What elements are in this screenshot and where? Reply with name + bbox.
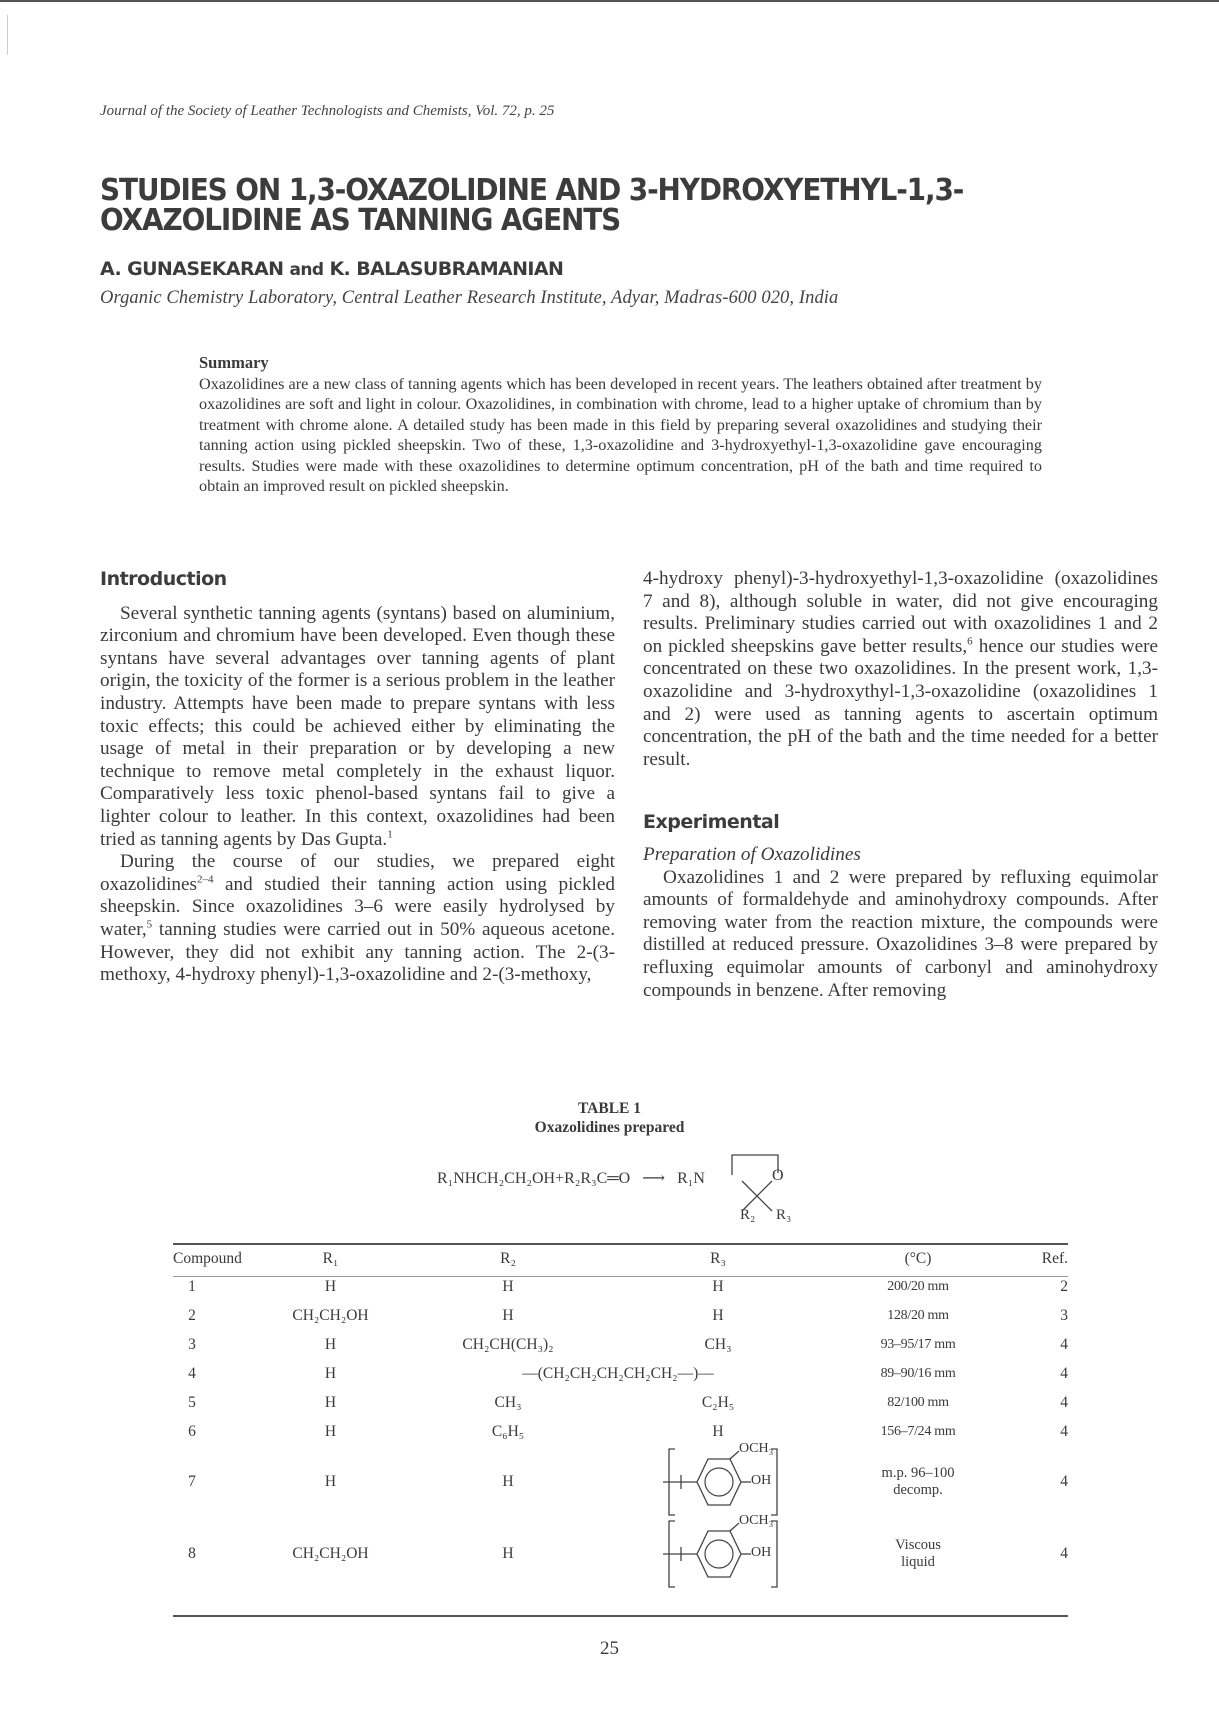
methoxy-label: OCH₃ <box>739 1441 774 1456</box>
cell-r2-r3-ring: —(CH₂CH₂CH₂CH₂CH₂—)— <box>522 1364 714 1382</box>
introduction-paragraph-1 <box>100 603 615 852</box>
table-caption: Oxazolidines prepared <box>534 1119 685 1136</box>
cell-bp-line-1: m.p. 96–100 <box>881 1465 955 1481</box>
col-header-r3: R₃ <box>710 1250 726 1267</box>
introduction-heading: Introduction <box>100 568 227 590</box>
cell-bp: 89–90/16 mm <box>880 1365 956 1381</box>
paragraph-text: Several synthetic tanning agents (syntans) based on aluminium, zirconium and chromium have been developed. Even though these syntans have several advantages over tanning agents of plant origin, the toxicity of the former is a serious problem in the leather industry. Attempts have been made to prepare syntans with less toxic effects; this could be achieved either by eliminating the usage of metal in their preparation or by developing a new technique to remove metal completely in the exhaust liquor. Comparatively less toxic phenol-based syntans fail to give a lighter colour to leather. In this context, oxazolidines had been tried as tanning agents by Das Gupta. <box>100 602 615 850</box>
citation-ref: 1 <box>387 828 393 841</box>
table-row <box>173 1388 1068 1417</box>
oxazolidine-ring-icon <box>720 1145 810 1225</box>
cell-r3: H <box>712 1277 724 1295</box>
cell-compound: 7 <box>188 1473 196 1490</box>
table-top-rule <box>173 1243 1068 1245</box>
article-title-line-2: OXAZOLIDINE AS TANNING AGENTS <box>100 203 621 238</box>
cell-r3-aryl <box>608 1513 828 1590</box>
cell-r2: CH₃ <box>494 1393 522 1411</box>
cell-r2: H <box>502 1545 514 1562</box>
oxazolidine-ring-structure <box>720 1145 810 1225</box>
table-label: TABLE 1 <box>577 1100 642 1117</box>
cell-bp: 156–7/24 mm <box>880 1423 956 1439</box>
cell-r1: H <box>324 1422 337 1440</box>
cell-r3-aryl <box>608 1441 828 1518</box>
table-header-rule <box>173 1276 1068 1277</box>
page-number: 25 <box>600 1638 619 1659</box>
experimental-paragraph-1: Oxazolidines 1 and 2 were prepared by refluxing equimolar amounts of formaldehyde and aminohydroxy compounds. After removing water from the reaction mixture, the compounds were distilled at reduced pressure. Oxazolidines 3–8 were prepared by refluxing equimolar amounts of carbonyl and aminohydroxy compounds in benzene. After removing <box>643 866 1158 1001</box>
scan-edge-mark <box>7 15 8 55</box>
cell-bp-line-2: liquid <box>901 1554 935 1570</box>
table-row <box>173 1446 1068 1518</box>
left-column <box>100 568 615 987</box>
cell-r3: H <box>712 1306 724 1324</box>
hydroxy-label: OH <box>751 1545 772 1560</box>
cell-bp <box>828 1446 1008 1518</box>
cell-r3: C₂H₅ <box>701 1393 735 1411</box>
author-affiliation: Organic Chemistry Laboratory, Central Leather Research Institute, Adyar, Madras-600 020, India <box>100 288 839 308</box>
cell-r1: CH₂CH₂OH <box>292 1545 369 1562</box>
cell-r3: CH₃ <box>704 1335 732 1353</box>
col-header-ref: Ref. <box>1041 1250 1068 1267</box>
journal-running-head: Journal of the Society of Leather Technologists and Chemists, Vol. 72, p. 25 <box>100 103 555 119</box>
table-row <box>173 1359 1068 1388</box>
summary-heading: Summary <box>199 353 269 372</box>
table-row <box>173 1301 1068 1330</box>
product-o: O <box>772 1167 784 1184</box>
cell-r1: H <box>324 1277 337 1295</box>
summary-section <box>199 353 1042 497</box>
cell-compound: 1 <box>188 1277 196 1295</box>
paragraph-text: During the course of our studies, we prepared eight oxazolidines <box>100 851 615 895</box>
cell-ref: 3 <box>1060 1306 1068 1324</box>
citation-ref: 2–4 <box>196 873 214 886</box>
cell-bp: 200/20 mm <box>887 1278 949 1294</box>
citation-ref: 6 <box>967 635 973 648</box>
col-header-r1: R₁ <box>322 1250 339 1267</box>
reaction-arrow-icon: ⟶ <box>642 1170 666 1187</box>
paragraph-text: tanning studies were carried out in 50% aqueous acetone. However, they did not exhibit any tanning action. The 2-(3-methoxy, 4-hydroxy phenyl)-1,3-oxazolidine and 2-(3-methoxy, <box>100 918 615 986</box>
product-n: R₁N <box>677 1170 705 1187</box>
cell-r2: C₆H₅ <box>491 1422 525 1440</box>
cell-r1: CH₂CH₂OH <box>292 1306 369 1324</box>
paragraph-text: and studied their tanning action using pickled sheepskin. Since oxazolidines 3–6 were easily hydrolysed by water, <box>100 873 615 940</box>
paragraph-text: 4-hydroxy phenyl)-3-hydroxyethyl-1,3-oxazolidine (oxazolidines 7 and 8), although soluble in water, did not give encouraging results. Preliminary studies carried out with oxazolidines 1 and 2 on pickled sheepskins gave better results, <box>643 568 1158 657</box>
hydroxy-label: OH <box>751 1473 772 1488</box>
right-column <box>643 568 1158 1002</box>
table-oxazolidines <box>173 1243 1068 1590</box>
cell-r1: H <box>324 1393 337 1411</box>
col-header-r2: R₂ <box>500 1250 516 1267</box>
summary-text: Oxazolidines are a new class of tanning agents which has been developed in recent years. The leathers obtained after treatment by oxazolidines are soft and light in colour. Oxazolidines, in combination with chrome, lead to a higher uptake of chromium than by treatment with chrome alone. A detailed study has been made in this field by preparing several oxazolidines and studying their tanning action using pickled sheepskin. Two of these, 1,3-oxazolidine and 3-hydroxyethyl-1,3-oxazolidine gave encouraging results. Studies were made with these oxazolidines to determine optimum concentration, pH of the bath and time required to obtain an improved result on pickled sheepskin. <box>199 374 1042 495</box>
cell-r1: H <box>324 1364 337 1382</box>
cell-ref: 4 <box>1060 1393 1068 1411</box>
author-1: A. GUNASEKARAN <box>100 258 284 280</box>
table-row <box>173 1417 1068 1446</box>
cell-bp: 82/100 mm <box>887 1394 949 1410</box>
cell-ref: 4 <box>1060 1364 1068 1382</box>
cell-r1: H <box>324 1335 337 1353</box>
cell-compound: 5 <box>188 1393 196 1411</box>
article-authors <box>100 258 563 280</box>
methoxy-label: OCH₃ <box>739 1513 774 1528</box>
introduction-paragraph-2 <box>100 851 615 987</box>
article-title <box>100 173 1049 238</box>
page-top-edge <box>0 0 1219 2</box>
experimental-subheading: Preparation of Oxazolidines <box>643 843 861 865</box>
table-row <box>173 1518 1068 1590</box>
table-bottom-rule <box>173 1615 1068 1617</box>
cell-ref: 4 <box>1060 1422 1068 1440</box>
cell-r2: H <box>502 1306 514 1324</box>
table-row <box>173 1330 1068 1359</box>
cell-compound: 8 <box>188 1545 196 1562</box>
oxazolidines-table <box>173 1246 1068 1590</box>
cell-bp: 128/20 mm <box>887 1307 949 1323</box>
cell-ref: 4 <box>1060 1545 1068 1562</box>
cell-bp <box>828 1518 1008 1590</box>
experimental-heading: Experimental <box>643 811 780 834</box>
cell-r2: CH₂CH(CH₃)₂ <box>462 1335 554 1353</box>
citation-ref: 5 <box>146 918 153 931</box>
table-header-row <box>173 1246 1068 1272</box>
author-2: K. BALASUBRAMANIAN <box>329 258 564 280</box>
cell-ref: 4 <box>1060 1473 1068 1490</box>
introduction-paragraph-3 <box>643 568 1158 771</box>
cell-compound: 4 <box>188 1364 196 1382</box>
product-r3: R₃ <box>776 1207 792 1223</box>
cell-ref: 4 <box>1060 1335 1068 1353</box>
cell-compound: 6 <box>188 1422 196 1440</box>
plus-sign: + <box>555 1170 565 1187</box>
methoxyphenol-structure <box>653 1441 783 1517</box>
author-conjunction: and <box>289 260 324 280</box>
cell-r1: H <box>324 1473 337 1490</box>
paragraph-text: hence our studies were concentrated on these two oxazolidines. In the present work, 1,3-oxazolidine and 3-hydroxythyl-1,3-oxazolidine (oxazolidines 1 and 2) were used as tanning agents to ascertain optimum concentration, the pH of the bath and the time needed for a better result. <box>643 635 1158 770</box>
article-title-line-1: STUDIES ON 1,3-OXAZOLIDINE AND 3-HYDROXYETHYL-1,3- <box>100 173 964 208</box>
cell-bp: 93–95/17 mm <box>880 1336 956 1352</box>
reactant-aminoalcohol: R₁NHCH₂CH₂OH <box>437 1170 556 1187</box>
cell-bp-line-1: Viscous <box>895 1537 941 1553</box>
col-header-bp: (°C) <box>904 1250 932 1267</box>
reaction-scheme <box>437 1168 705 1188</box>
cell-r2: H <box>502 1473 514 1490</box>
col-header-compound: Compound <box>173 1250 242 1267</box>
reactant-carbonyl: R₂R₃C═O <box>564 1170 631 1187</box>
cell-ref: 2 <box>1060 1277 1068 1295</box>
cell-r2: H <box>502 1277 514 1295</box>
methoxyphenol-structure <box>653 1513 783 1589</box>
cell-compound: 2 <box>188 1306 196 1324</box>
cell-bp-line-2: decomp. <box>893 1482 943 1498</box>
cell-r3: H <box>712 1422 724 1440</box>
cell-compound: 3 <box>188 1335 196 1353</box>
product-r2: R₂ <box>740 1207 756 1223</box>
